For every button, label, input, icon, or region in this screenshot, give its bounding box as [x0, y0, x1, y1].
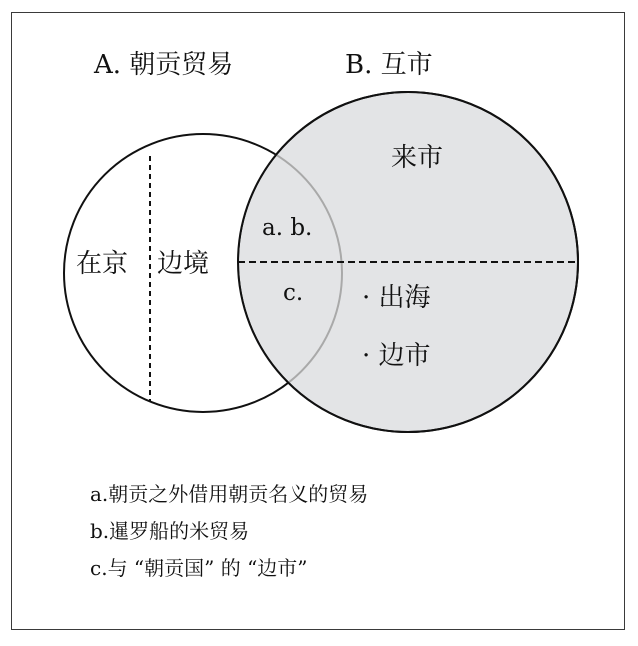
title-b: B. 互市 — [345, 50, 433, 80]
label-coming-market: 来市 — [391, 143, 444, 173]
label-going-to-sea: · 出海 — [362, 283, 431, 313]
label-overlap-c: c. — [283, 280, 304, 306]
legend-text: 暹罗船的米贸易 — [109, 519, 250, 543]
legend-item-c — [90, 550, 368, 587]
label-in-capital: 在京 — [76, 249, 129, 279]
legend-key: a. — [90, 482, 109, 506]
legend-text: 朝贡之外借用朝贡名义的贸易 — [108, 482, 369, 506]
legend-item-a — [90, 476, 368, 513]
legend-item-b — [90, 513, 368, 550]
label-border: 边境 — [157, 249, 210, 279]
legend-text: 与 “朝贡国” 的 “边市” — [107, 556, 308, 580]
legend — [90, 476, 368, 587]
title-a: A. 朝贡贸易 — [94, 50, 234, 80]
label-border-market: · 边市 — [362, 341, 431, 371]
legend-key: b. — [90, 519, 110, 543]
legend-key: c. — [90, 556, 108, 580]
label-overlap-ab: a. b. — [262, 215, 313, 241]
